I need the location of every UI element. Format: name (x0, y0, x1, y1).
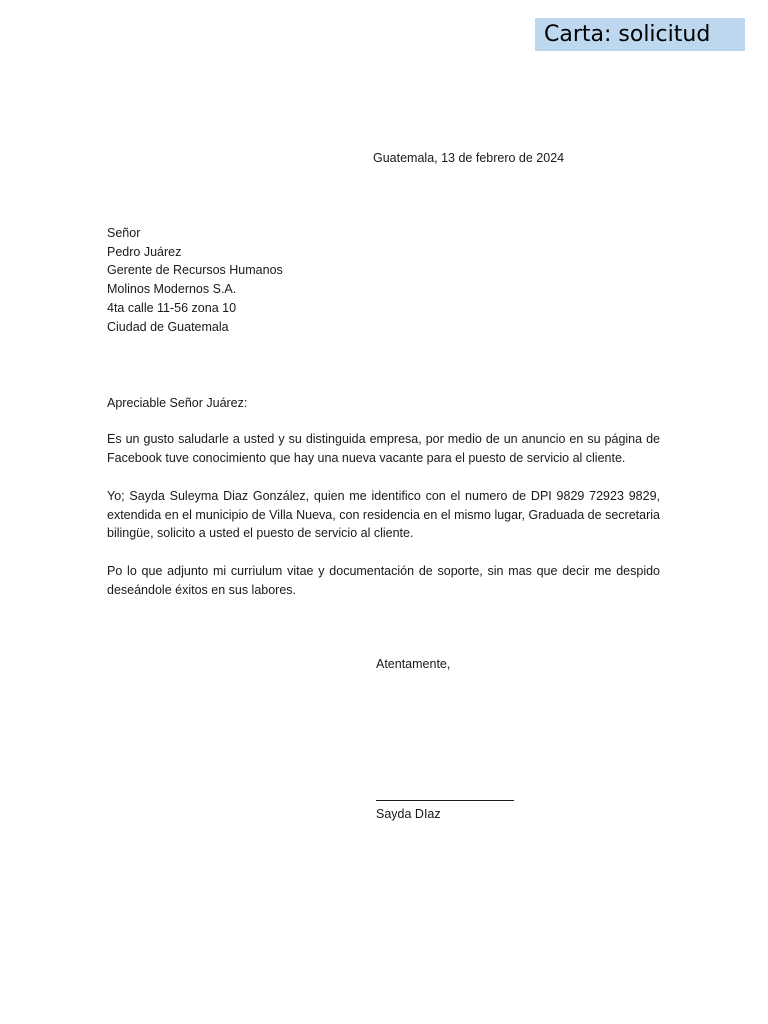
letter-paragraph-2: Yo; Sayda Suleyma Diaz González, quien me identifico con el numero de DPI 9829 72923 9829, extendida en el municipio de Villa Nueva, con residencia en el mismo lugar, Graduada de secretaria bilingüe, solicito a usted el puesto de servicio al cliente. (107, 489, 660, 541)
recipient-line-street: 4ta calle 11-56 zona 10 (107, 300, 237, 315)
signature-line (376, 800, 514, 801)
recipient-line-title: Señor (107, 226, 141, 240)
letter-date: Guatemala, 13 de febrero de 2024 (373, 151, 565, 165)
recipient-address (107, 224, 283, 336)
recipient-line-name: Pedro Juárez (107, 244, 182, 259)
letter-paragraph-3: Po lo que adjunto mi curriulum vitae y documentación de soporte, sin mas que decir me despido deseándole éxitos en sus labores. (107, 564, 660, 597)
letter-salutation: Apreciable Señor Juárez: (107, 396, 248, 410)
document-title: Carta: solicitud (535, 18, 745, 51)
signature-name: Sayda DIaz (376, 807, 441, 821)
letter-paragraph-1: Es un gusto saludarle a usted y su distinguida empresa, por medio de un anuncio en su página de Facebook tuve conocimiento que hay una nueva vacante para el puesto de servicio al cliente. (107, 432, 660, 465)
recipient-line-company: Molinos Modernos S.A. (107, 282, 237, 297)
letter-closing: Atentamente, (376, 657, 451, 671)
recipient-line-position: Gerente de Recursos Humanos (107, 263, 283, 278)
recipient-line-city: Ciudad de Guatemala (107, 319, 229, 334)
